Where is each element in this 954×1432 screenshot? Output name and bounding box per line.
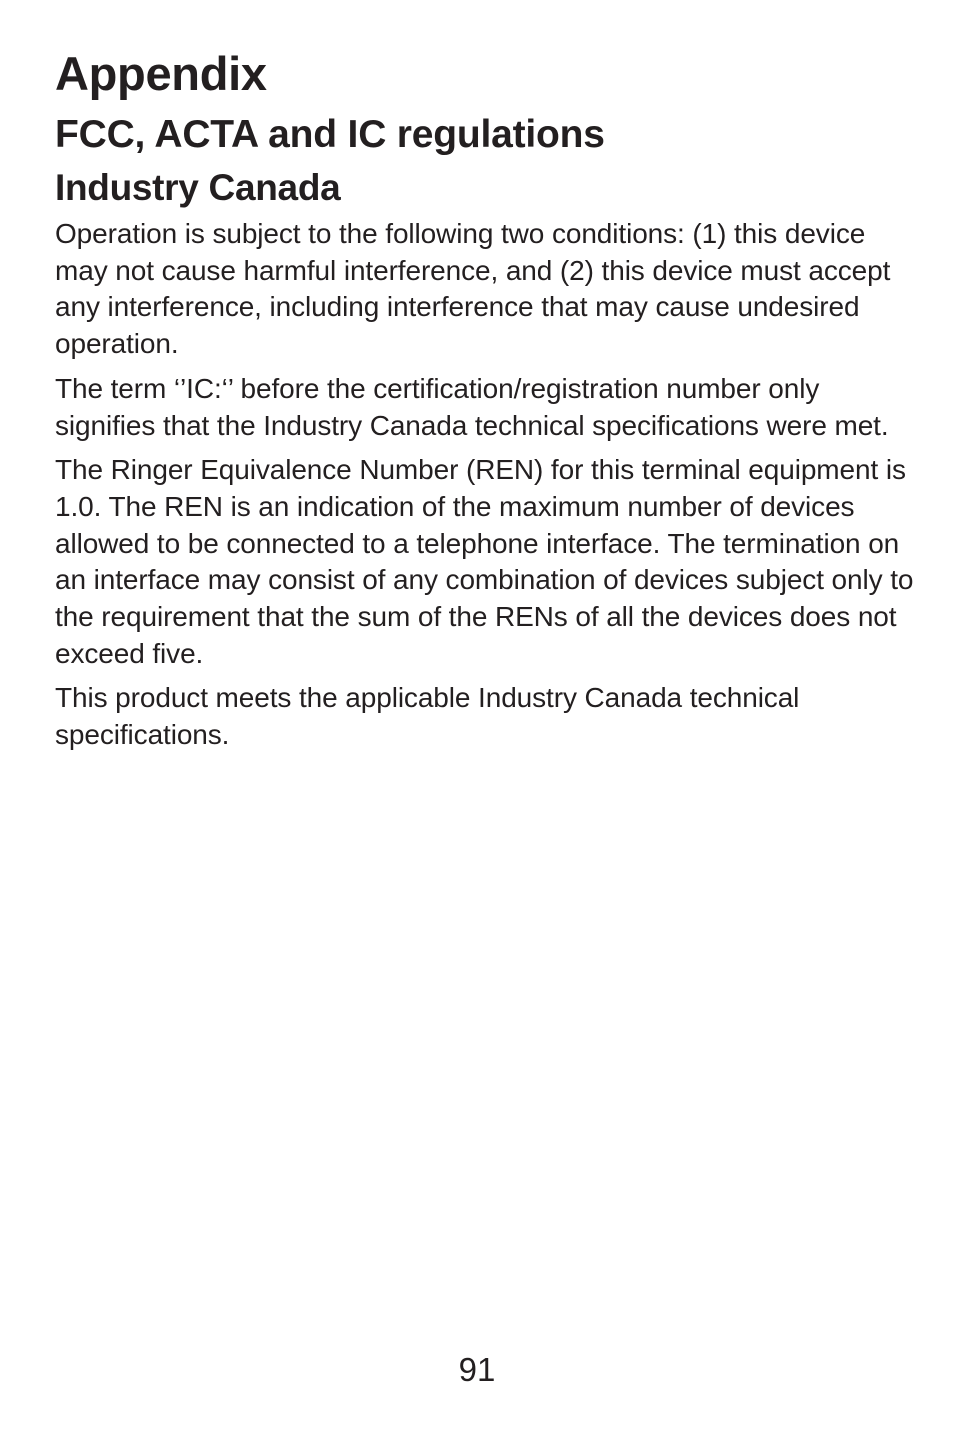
paragraph-ic-term: The term ‘’IC:‘’ before the certification/registration number only signifies that the Industry Canada technical specifications were met. xyxy=(55,372,889,441)
paragraph-operation-conditions: Operation is subject to the following two conditions: (1) this device may not cause harmful interference, and (2) this device must accept any interference, including interference that may cause undesired operation. xyxy=(55,218,891,360)
section-title: FCC, ACTA and IC regulations xyxy=(55,113,605,156)
chapter-title: Appendix xyxy=(55,47,267,100)
paragraph-specifications: This product meets the applicable Industry Canada technical specifications. xyxy=(55,682,800,751)
page-number: 91 xyxy=(458,1351,496,1388)
document-page xyxy=(55,46,915,754)
paragraph-ren: The Ringer Equivalence Number (REN) for this terminal equipment is 1.0. The REN is an indication of the maximum number of devices allowed to be connected to a telephone interface. The termination on an interface may consist of any combination of devices subject only to the requirement that the sum of the RENs of all the devices does not exceed five. xyxy=(55,454,914,669)
subsection-title: Industry Canada xyxy=(55,167,341,208)
